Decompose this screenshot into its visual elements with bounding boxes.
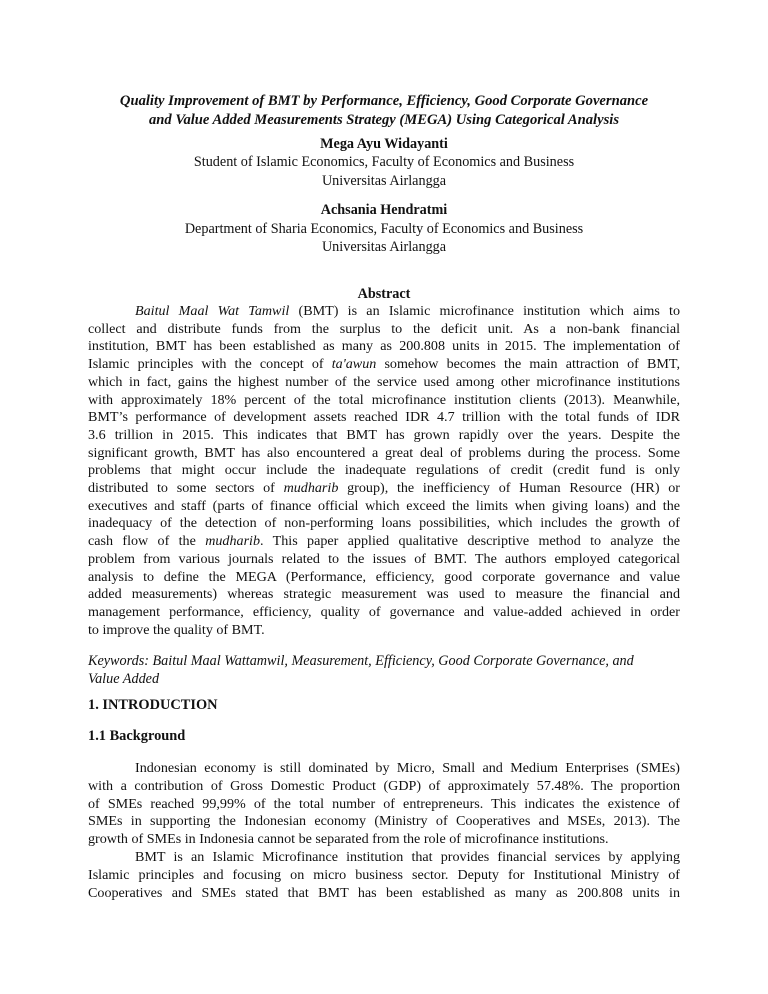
- body-text: [88, 760, 680, 902]
- title-line-2: and Value Added Measurements Strategy (MEGA) Using Categorical Analysis: [148, 112, 619, 128]
- abstract-line: Baitul Maal Wat Tamwil (BMT) is an Islamic microfinance institution which aims to: [135, 303, 680, 319]
- abstract-line: executives and staff (parts of finance official which exceed the limits when giving loans) and the: [88, 497, 680, 514]
- title-line-1: Quality Improvement of BMT by Performance, Efficiency, Good Corporate Governance: [119, 93, 649, 109]
- abstract-line: with approximately 18% percent of the total microfinance institution clients (2013). Meanwhile,: [88, 391, 680, 408]
- body-line: BMT is an Islamic Microfinance institution that provides financial services by applying: [135, 848, 680, 865]
- author2-university: Universitas Airlangga: [321, 239, 447, 255]
- abstract-line: significant growth, BMT has also encountered a great deal of problems during the process. Some: [88, 444, 680, 461]
- body-line: growth of SMEs in Indonesia cannot be separated from the role of microfinance institutions.: [88, 831, 609, 848]
- abstract-line: 3.6 trillion in 2015. This indicates that BMT has grown rapidly over the years. Despite the: [88, 426, 680, 443]
- body-line: SMEs in supporting the Indonesian economy (Ministry of Cooperatives and MSEs, 2013). The: [88, 813, 680, 830]
- abstract-line: inadequacy of the detection of non-performing loans possibilities, which includes the growth of: [88, 515, 680, 532]
- abstract-line: BMT’s performance of development assets reached IDR 4.7 trillion with the total funds of IDR: [88, 409, 680, 426]
- body-line: Indonesian economy is still dominated by Micro, Small and Medium Enterprises (SMEs): [135, 760, 680, 776]
- abstract-line: cash flow of the mudharib. This paper applied qualitative descriptive method to analyze the: [88, 533, 680, 550]
- author1-name: Mega Ayu Widayanti: [320, 136, 448, 152]
- keywords-line-2: Value Added: [88, 671, 160, 687]
- abstract-line: analysis to define the MEGA (Performance, efficiency, good corporate governance and value: [88, 568, 680, 585]
- body-line: Cooperatives and SMEs stated that BMT has been established as many as 200.808 units in: [88, 884, 680, 901]
- body-line: with a contribution of Gross Domestic Product (GDP) of approximately 57.48%. The proportion: [88, 777, 680, 794]
- abstract-line: problem from various journals related to the issues of BMT. The authors employed categorical: [88, 550, 680, 567]
- abstract-line: problems that might occur include the inadequate regulations of credit (credit fund is only: [88, 462, 680, 479]
- section-heading-introduction: 1. INTRODUCTION: [88, 697, 218, 713]
- author2-name: Achsania Hendratmi: [320, 202, 448, 218]
- abstract-line: collect and distribute funds from the surplus to the deficit unit. As a non-bank financial: [88, 320, 680, 337]
- keywords-line-1: Keywords: Baitul Maal Wattamwil, Measurement, Efficiency, Good Corporate Governance, and: [88, 653, 634, 669]
- abstract-line: added measurements) whereas strategic measurement was used to measure the financial and: [88, 586, 680, 603]
- keywords: [88, 652, 680, 688]
- abstract-line: management performance, efficiency, quality of governance and value-added achieved in order: [88, 603, 680, 620]
- abstract-line: distributed to some sectors of mudharib group), the inefficiency of Human Resource (HR) or: [88, 480, 681, 497]
- abstract-line: institution, BMT has been established as many as 200.808 units in 2015. The implementation of: [88, 338, 680, 355]
- abstract-line: which in fact, gains the highest number of the service used among other microfinance institutions: [88, 373, 680, 390]
- abstract-line: to improve the quality of BMT.: [88, 621, 265, 638]
- body-line: of SMEs reached 99,99% of the total number of entrepreneurs. This indicates the existence of: [88, 795, 680, 812]
- abstract-line: Islamic principles with the concept of ta'awun somehow becomes the main attraction of BMT,: [88, 356, 680, 373]
- author2-affiliation: Department of Sharia Economics, Faculty of Economics and Business: [184, 221, 584, 237]
- abstract-heading: Abstract: [357, 286, 411, 302]
- author1-university: Universitas Airlangga: [321, 173, 447, 189]
- author1-affiliation: Student of Islamic Economics, Faculty of Economics and Business: [193, 154, 575, 170]
- body-line: Islamic principles and focusing on micro business sector. Deputy for Institutional Ministry of: [88, 866, 680, 883]
- abstract-body: [88, 303, 680, 639]
- paper-title: [88, 92, 680, 130]
- subsection-heading-background: 1.1 Background: [88, 728, 186, 744]
